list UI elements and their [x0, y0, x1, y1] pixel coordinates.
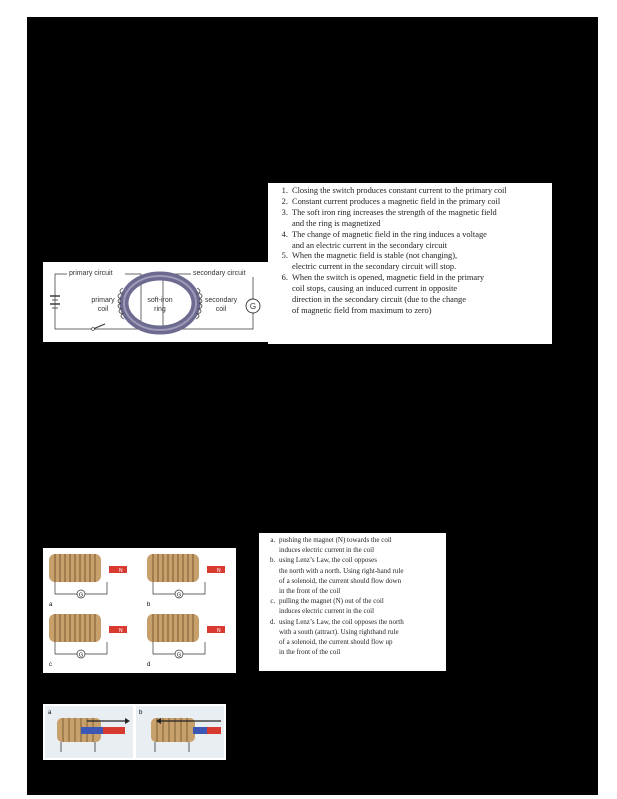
secondary-coil-label: secondary [204, 297, 238, 304]
lenz-panel-d [147, 614, 225, 668]
panel-tag: c [49, 662, 52, 668]
lenz-panel-a [49, 554, 127, 608]
step-item: 3. The soft iron ring increases the strength of the magnetic field and the ring is magnetized [290, 208, 552, 230]
magnet-pole-label: N [217, 628, 221, 634]
panel-tag: a [48, 710, 52, 716]
primary-coil-label: primary [91, 297, 115, 304]
magnet-icon [207, 626, 225, 633]
panel-tag: b [147, 602, 151, 608]
primary-circuit-label: primary circuit [69, 270, 113, 277]
magnet-icon [207, 566, 225, 573]
note-item: c. pulling the magnet (N) out of the coil induces electric current in the coil [277, 596, 446, 616]
switch-icon [93, 324, 105, 329]
secondary-circuit-label: secondary circuit [193, 270, 246, 277]
ring-label: soft-iron [147, 297, 173, 304]
magnet-pole-label: N [119, 628, 123, 634]
lenz-panel-b [147, 554, 225, 608]
ring-label-2: ring [154, 306, 166, 313]
note-item: a. pushing the magnet (N) towards the coil induces electric current in the coil [277, 535, 446, 555]
bottom-coil-figure [43, 704, 226, 760]
magnet-pole-label: N [119, 568, 123, 574]
panel-tag: b [139, 710, 143, 716]
step-item: 6. When the switch is opened, magnetic field in the primary coil stops, causing an induced current in opposite direction in the secondary circuit (due to the change of magnetic field from maximum to zero) [290, 273, 552, 317]
magnet-icon [81, 727, 103, 734]
note-item: b. using Lenz’s Law, the coil opposes the north with a north. Using right-hand rule of a solenoid, the current should flow down in the front of the coil [277, 555, 446, 596]
secondary-coil-label-2: coil [215, 306, 227, 313]
lenz-panel-c [49, 614, 127, 668]
meter-label: G [78, 652, 84, 659]
meter-label: G [176, 652, 182, 659]
step-item: 5. When the magnetic field is stable (not changing), electric current in the secondary circuit will stop. [290, 251, 552, 273]
note-item: d. using Lenz’s Law, the coil opposes the north with a south (attract). Using righthand rule of a solenoid, the current should flow up in the front of the coil [277, 617, 446, 658]
step-item: 2. Constant current produces a magnetic field in the primary coil [290, 197, 552, 208]
magnet-pole-label: N [217, 568, 221, 574]
panel-tag: a [49, 602, 53, 608]
lenz-coil-figure [43, 548, 236, 673]
transformer-diagram [43, 262, 268, 342]
magnet-icon [109, 626, 127, 633]
step-item: 4. The change of magnetic field in the ring induces a voltage and an electric current in the secondary circuit [290, 230, 552, 252]
panel-tag: d [147, 662, 151, 668]
magnet-icon [109, 566, 127, 573]
document-page [27, 17, 598, 795]
primary-coil-label-2: coil [97, 306, 109, 313]
lenz-notes [259, 533, 446, 671]
meter-label: G [78, 592, 84, 599]
meter-label: G [176, 592, 182, 599]
galvanometer-label: G [249, 302, 257, 311]
transformer-steps [268, 183, 552, 344]
step-item: 1. Closing the switch produces constant current to the primary coil [290, 186, 552, 197]
magnet-icon [193, 727, 207, 734]
